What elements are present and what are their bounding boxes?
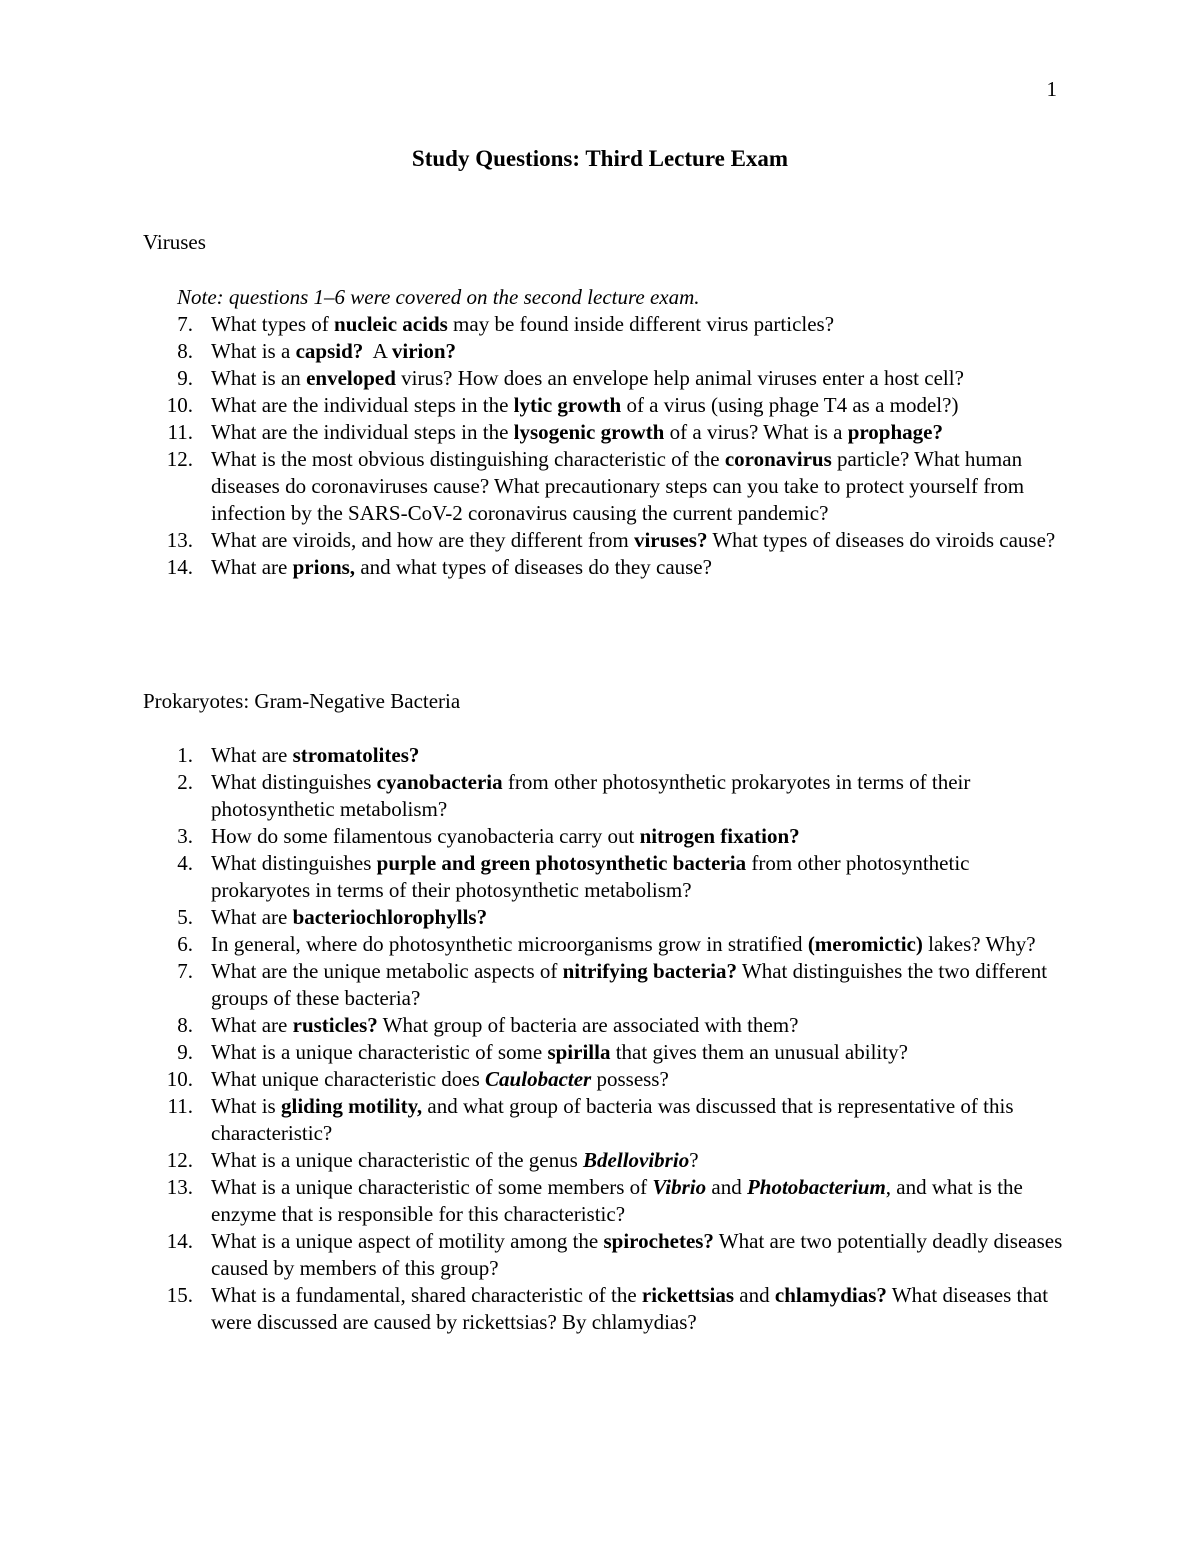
- key-term: capsid?: [295, 339, 364, 363]
- page-number: 1: [1046, 77, 1057, 101]
- question-item: 15. What is a fundamental, shared characteristic of the rickettsias and chlamydias? What diseases that were discussed are caused by rickettsias? By chlamydias?: [0, 1282, 1071, 1336]
- question-number: 11.: [167, 1094, 193, 1118]
- viruses-note: Note: questions 1–6 were covered on the second lecture exam.: [177, 285, 700, 309]
- question-number: 3.: [177, 824, 193, 848]
- question-item: 10. What unique characteristic does Caulobacter possess?: [0, 1066, 1071, 1093]
- question-number: 11.: [167, 420, 193, 444]
- key-term: prions,: [292, 555, 356, 579]
- section-heading-prokaryotes: Prokaryotes: Gram-Negative Bacteria: [143, 689, 461, 713]
- key-term: purple and green photosynthetic bacteria: [376, 851, 747, 875]
- question-item: 4. What distinguishes purple and green photosynthetic bacteria from other photosynthetic prokaryotes in terms of their photosynthetic metabolism?: [0, 850, 1071, 904]
- question-number: 12.: [166, 447, 193, 471]
- viruses-question-list: [0, 311, 1200, 581]
- question-number: 7.: [177, 959, 193, 983]
- question-number: 13.: [166, 528, 193, 552]
- question-item: 12. What is the most obvious distinguishing characteristic of the coronavirus particle? What human diseases do coronaviruses cause? What precautionary steps can you take to protect yourself from infection by the SARS-CoV-2 coronavirus causing the current pandemic?: [0, 446, 1071, 527]
- question-item: 2. What distinguishes cyanobacteria from other photosynthetic prokaryotes in terms of their photosynthetic metabolism?: [0, 769, 1071, 823]
- question-number: 5.: [177, 905, 193, 929]
- key-term: nitrifying bacteria?: [562, 959, 737, 983]
- genus-name: Vibrio: [652, 1175, 707, 1199]
- key-term: (meromictic): [807, 932, 923, 956]
- question-item: 13. What are viroids, and how are they different from viruses? What types of diseases do viroids cause?: [0, 527, 1071, 554]
- key-term: nucleic acids: [334, 312, 448, 336]
- genus-name: Photobacterium: [746, 1175, 886, 1199]
- key-term: nitrogen fixation?: [639, 824, 800, 848]
- question-item: 11. What are the individual steps in the lysogenic growth of a virus? What is a prophage?: [0, 419, 1071, 446]
- key-term: rickettsias: [641, 1283, 735, 1307]
- genus-name: Caulobacter: [485, 1067, 592, 1091]
- key-term: stromatolites?: [292, 743, 420, 767]
- key-term: lytic growth: [513, 393, 622, 417]
- question-item: 13. What is a unique characteristic of some members of Vibrio and Photobacterium, and what is the enzyme that is responsible for this characteristic?: [0, 1174, 1071, 1228]
- question-item: 9. What is a unique characteristic of some spirilla that gives them an unusual ability?: [0, 1039, 1071, 1066]
- question-number: 10.: [166, 1067, 193, 1091]
- key-term: prophage?: [847, 420, 943, 444]
- question-item: 14. What are prions, and what types of diseases do they cause?: [0, 554, 1071, 581]
- key-term: chlamydias?: [774, 1283, 887, 1307]
- key-term: bacteriochlorophylls?: [292, 905, 488, 929]
- question-item: 8. What is a capsid? A virion?: [0, 338, 1071, 365]
- question-number: 7.: [177, 312, 193, 336]
- question-item: 8. What are rusticles? What group of bacteria are associated with them?: [0, 1012, 1071, 1039]
- question-number: 9.: [177, 366, 193, 390]
- question-item: 3. How do some filamentous cyanobacteria carry out nitrogen fixation?: [0, 823, 1071, 850]
- key-term: viruses?: [633, 528, 708, 552]
- question-number: 6.: [177, 932, 193, 956]
- question-item: 1. What are stromatolites?: [0, 742, 1071, 769]
- question-number: 13.: [166, 1175, 193, 1199]
- prokaryotes-question-list: [0, 742, 1200, 1336]
- question-item: 12. What is a unique characteristic of the genus Bdellovibrio?: [0, 1147, 1071, 1174]
- question-number: 14.: [166, 1229, 193, 1253]
- question-item: 10. What are the individual steps in the lytic growth of a virus (using phage T4 as a model?): [0, 392, 1071, 419]
- question-number: 1.: [177, 743, 193, 767]
- section-heading-viruses: Viruses: [143, 230, 206, 254]
- question-item: 9. What is an enveloped virus? How does an envelope help animal viruses enter a host cell?: [0, 365, 1071, 392]
- question-number: 9.: [177, 1040, 193, 1064]
- question-item: 7. What are the unique metabolic aspects of nitrifying bacteria? What distinguishes the two different groups of these bacteria?: [0, 958, 1071, 1012]
- key-term: lysogenic growth: [513, 420, 665, 444]
- question-number: 4.: [177, 851, 193, 875]
- question-number: 14.: [166, 555, 193, 579]
- genus-name: Bdellovibrio: [583, 1148, 690, 1172]
- question-number: 8.: [177, 1013, 193, 1037]
- question-item: 6. In general, where do photosynthetic microorganisms grow in stratified (meromictic) lakes? Why?: [0, 931, 1071, 958]
- key-term: spirilla: [547, 1040, 611, 1064]
- question-number: 12.: [166, 1148, 193, 1172]
- question-item: 5. What are bacteriochlorophylls?: [0, 904, 1071, 931]
- key-term: gliding motility,: [280, 1094, 423, 1118]
- key-term: rusticles?: [292, 1013, 378, 1037]
- key-term: enveloped: [306, 366, 396, 390]
- question-number: 2.: [177, 770, 193, 794]
- question-number: 10.: [166, 393, 193, 417]
- page-title: Study Questions: Third Lecture Exam: [411, 146, 789, 171]
- question-number: 8.: [177, 339, 193, 363]
- key-term: coronavirus: [724, 447, 832, 471]
- question-item: 11. What is gliding motility, and what group of bacteria was discussed that is representative of this characteristic?: [0, 1093, 1071, 1147]
- question-number: 15.: [166, 1283, 193, 1307]
- question-item: 14. What is a unique aspect of motility among the spirochetes? What are two potentially deadly diseases caused by members of this group?: [0, 1228, 1071, 1282]
- key-term: virion?: [391, 339, 457, 363]
- question-item: 7. What types of nucleic acids may be found inside different virus particles?: [0, 311, 1071, 338]
- key-term: spirochetes?: [603, 1229, 714, 1253]
- key-term: cyanobacteria: [376, 770, 503, 794]
